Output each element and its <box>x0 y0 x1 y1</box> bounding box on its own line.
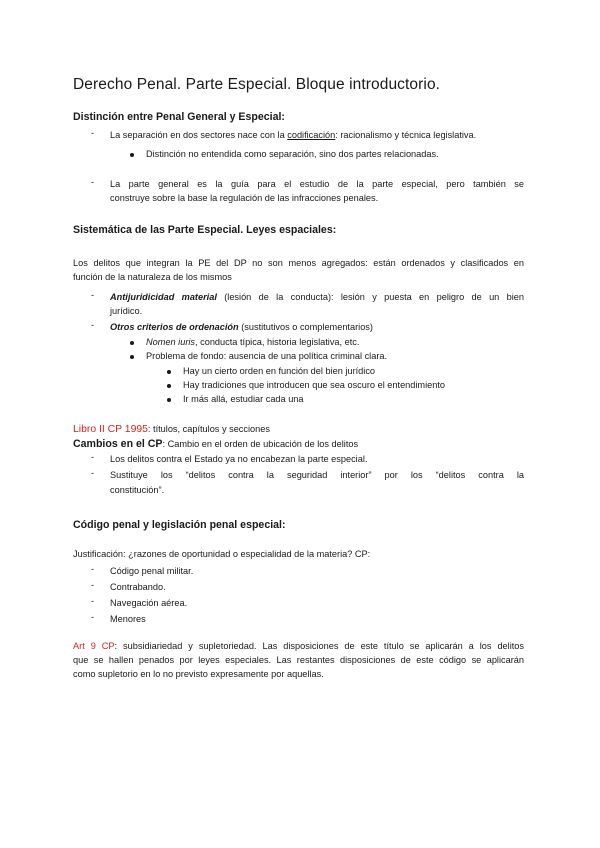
list-item-text: : racionalismo y técnica legislativa. <box>335 130 477 140</box>
bullet-dot <box>130 153 134 157</box>
codificacion-term: codificación <box>287 130 336 140</box>
libro-text: : títulos, capítulos y secciones <box>147 424 270 434</box>
art9-paragraph-l3: como supletorio en lo no previsto expresamente por aquellas. <box>73 669 324 679</box>
libro-label: Libro II CP 1995 <box>73 424 148 435</box>
dash-bullet: - <box>91 596 95 606</box>
list-item-otros-criterios <box>110 322 373 332</box>
art9-label: Art 9 CP <box>73 641 115 651</box>
list-item-parte-general-l2: construye sobre la base la regulación de las infracciones penales. <box>110 193 379 203</box>
section-heading-distincion: Distinción entre Penal General y Especial: <box>73 111 285 123</box>
paragraph-delitos-l1: Los delitos que integran la PE del DP no son menos agregados: están ordenados y clasificados en <box>73 258 524 268</box>
list-item-parte-general-l1: La parte general es la guía para el estudio de la parte especial, pero también se <box>110 179 524 189</box>
section-heading-sistematica: Sistemática de las Parte Especial. Leyes espaciales: <box>73 224 337 236</box>
list-item-text: , conducta típica, historia legislativa, etc. <box>195 337 360 347</box>
otros-criterios-term: Otros criterios de ordenación <box>110 322 239 332</box>
art9-paragraph-l2: que se hallen penados por leyes especiales. Las restantes disposiciones de este código se aplicarán <box>73 655 524 665</box>
bullet-dot <box>167 384 171 388</box>
list-item-sustituye-l1: Sustituye los “delitos contra la seguridad interior” por los “delitos contra la <box>110 470 524 480</box>
dash-bullet: - <box>91 177 95 187</box>
list-item-separacion <box>110 130 476 140</box>
list-item-text: La separación en dos sectores nace con la <box>110 130 288 140</box>
dash-bullet: - <box>91 452 95 462</box>
dash-bullet: - <box>91 580 95 590</box>
bullet-dot <box>130 341 134 345</box>
sub-item-problema-fondo: Problema de fondo: ausencia de una política criminal clara. <box>146 351 388 361</box>
cambios-label: Cambios en el CP <box>73 438 163 450</box>
bullet-dot <box>167 398 171 402</box>
page-title: Derecho Penal. Parte Especial. Bloque introductorio. <box>73 76 441 93</box>
cambios-line <box>73 434 358 452</box>
list-item-sustituye-l2: constitución”. <box>110 485 165 495</box>
list-item-codigo-militar: Código penal militar. <box>110 566 194 576</box>
list-item-contrabando: Contrabando. <box>110 582 166 592</box>
paragraph-delitos-l2: función de la naturaleza de los mismos <box>73 272 232 282</box>
list-item-menores: Menores <box>110 614 146 624</box>
sub-item-nomen-iuris <box>146 337 359 347</box>
art9-paragraph-l1 <box>73 641 524 651</box>
sub-sub-item-ir-mas-alla: Ir más allá, estudiar cada una <box>183 394 304 404</box>
sub-sub-item-orden: Hay un cierto orden en función del bien jurídico <box>183 366 376 376</box>
list-item-delitos-estado: Los delitos contra el Estado ya no encabezan la parte especial. <box>110 454 368 464</box>
list-item-text: (lesión de la conducta): lesión y puesta en peligro de un bien <box>216 292 524 302</box>
bullet-dot <box>130 355 134 359</box>
justificacion-text: Justificación: ¿razones de oportunidad o especialidad de la materia? CP: <box>73 549 371 559</box>
list-item-navegacion: Navegación aérea. <box>110 598 188 608</box>
dash-bullet: - <box>91 564 95 574</box>
bullet-dot <box>167 370 171 374</box>
list-item-antijuridicidad-l2: jurídico. <box>110 306 143 316</box>
section-heading-codigo-penal: Código penal y legislación penal especial: <box>73 519 286 531</box>
dash-bullet: - <box>91 468 95 478</box>
sub-sub-item-tradiciones: Hay tradiciones que introducen que sea oscuro el entendimiento <box>183 380 446 390</box>
list-item-antijuridicidad <box>110 292 524 302</box>
cambios-text: : Cambio en el orden de ubicación de los delitos <box>162 439 359 449</box>
sub-item-distincion: Distinción no entendida como separación, sino dos partes relacionadas. <box>146 149 439 159</box>
antijuridicidad-term: Antijuridicidad material <box>110 292 217 302</box>
dash-bullet: - <box>91 320 95 330</box>
nomen-iuris-term: Nomen iuris <box>146 337 196 347</box>
dash-bullet: - <box>91 290 95 300</box>
dash-bullet: - <box>91 128 95 138</box>
art9-text: : subsidiariedad y supletoriedad. Las disposiciones de este título se aplicarán a los delitos <box>114 641 525 651</box>
dash-bullet: - <box>91 612 95 622</box>
list-item-text: (sustitutivos o complementarios) <box>238 322 373 332</box>
